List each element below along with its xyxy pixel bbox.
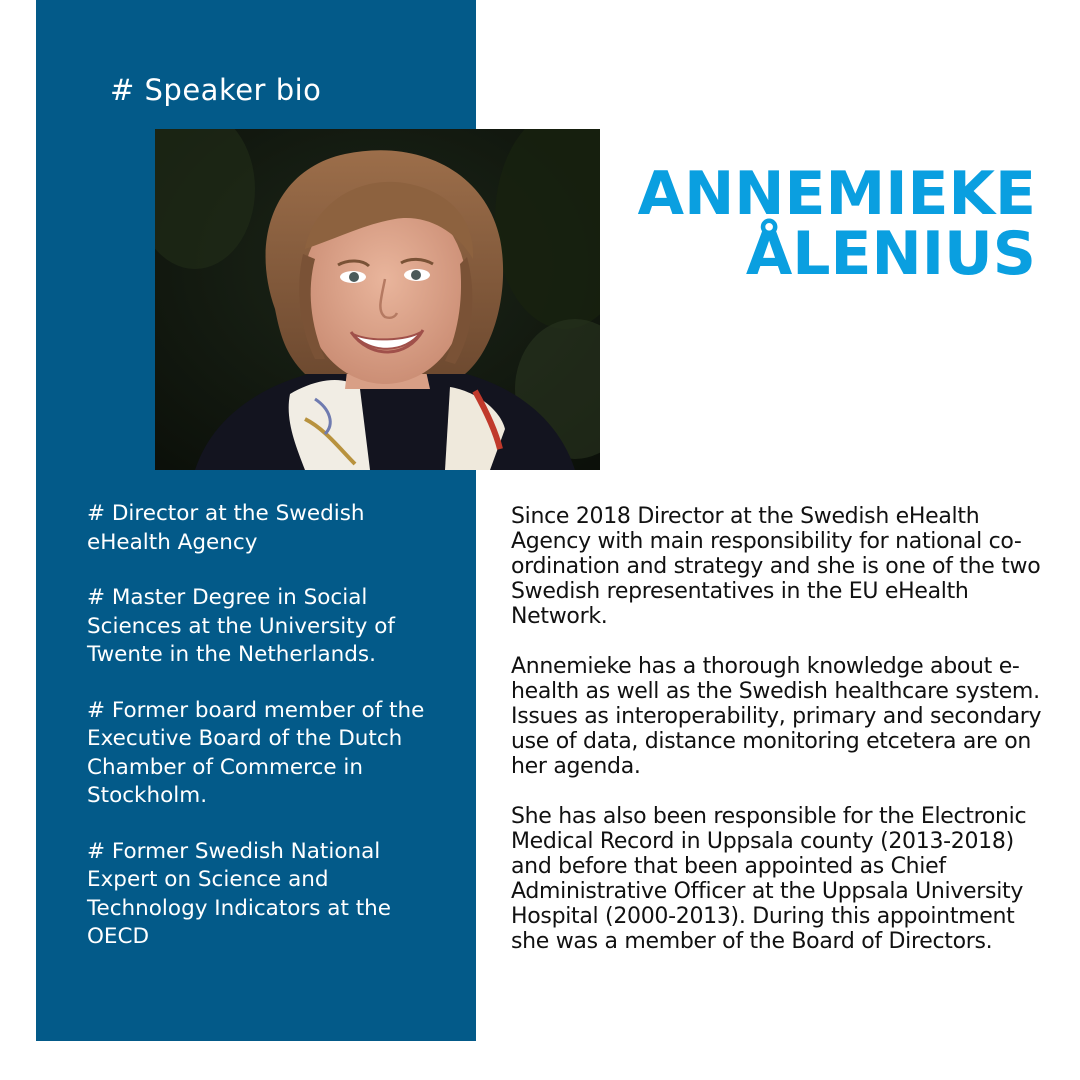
speaker-name bbox=[596, 159, 1036, 289]
highlight-item: # Former Swedish National Expert on Science and Technology Indicators at the OECD bbox=[87, 838, 392, 949]
highlight-item: # Former board member of the Executive Board of the Dutch Chamber of Commerce in Stockholm. bbox=[87, 697, 425, 808]
highlights-list bbox=[87, 500, 447, 979]
bio-text bbox=[511, 504, 1051, 979]
highlight-item: # Master Degree in Social Sciences at the University of Twente in the Netherlands. bbox=[87, 585, 395, 667]
bio-paragraph: Since 2018 Director at the Swedish eHealth Agency with main responsibility for national co-ordination and strategy and she is one of the two Swedish representatives in the EU eHealth Network. bbox=[511, 504, 1041, 629]
highlight-item: # Director at the Swedish eHealth Agency bbox=[87, 501, 365, 555]
speaker-portrait-photo bbox=[155, 129, 600, 470]
speaker-first-name: ANNEMIEKE bbox=[637, 159, 1036, 229]
bio-paragraph: Annemieke has a thorough knowledge about e-health as well as the Swedish healthcare system. Issues as interoperability, primary and secondary use of data, distance monitoring etcetera are on her agenda. bbox=[511, 654, 1042, 779]
speaker-bio-tag: # Speaker bio bbox=[110, 73, 322, 107]
speaker-last-name: ÅLENIUS bbox=[745, 219, 1036, 289]
bio-paragraph: She has also been responsible for the Electronic Medical Record in Uppsala county (2013-2018) and before that been appointed as Chief Administrative Officer at the Uppsala University Hospital (2000-2013). During this appointment she was a member of the Board of Directors. bbox=[511, 804, 1027, 954]
